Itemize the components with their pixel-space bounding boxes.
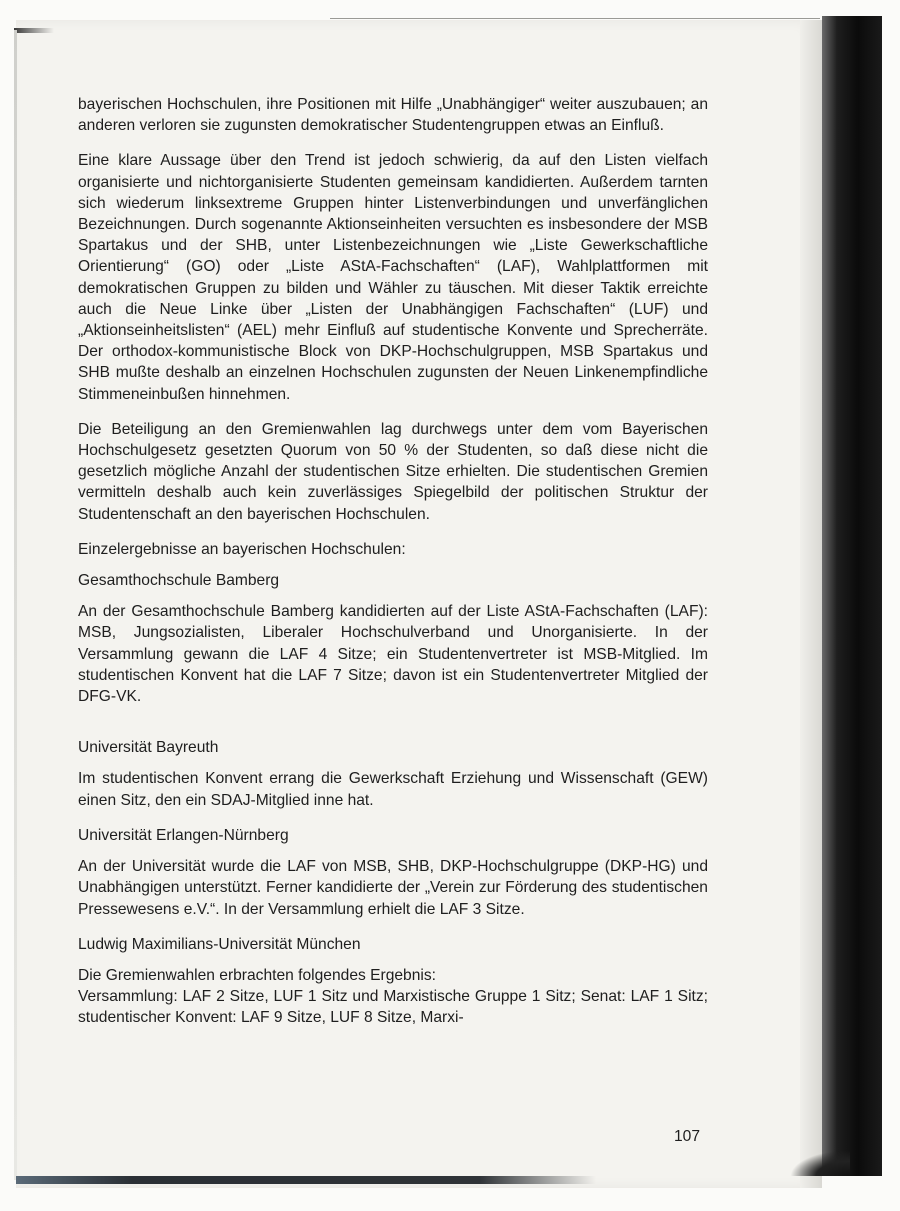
muenchen-heading: Ludwig Maximilians-Universität München xyxy=(78,935,361,953)
page-number: 107 xyxy=(674,1128,701,1145)
page-bottom-edge xyxy=(16,1176,596,1184)
spine-curl-shadow xyxy=(790,1150,850,1176)
muenchen-results: Versammlung: LAF 2 Sitze, LUF 1 Sitz und Marxistische Gruppe 1 Sitz; Senat: LAF 1 Sitz; studentischer Konvent: LAF 9 Sitze, LUF 8 Sitze, Marxi- xyxy=(78,988,708,1027)
paragraph-2: Eine klare Aussage über den Trend ist jedoch schwierig, da auf den Listen vielfach organisierte und nichtorganisierte Studenten gemeinsam kandidierten. Außerdem tarnten sich wiederum linksextreme Gruppen hinter Listenverbindungen und unverfänglichen Bezeichnungen. Durch sogenannte Aktionseinheiten versuchten es insbesondere der MSB Spartakus und der SHB, unter Listenbezeichnungen wie „Liste Gewerkschaftliche Orientierung“ (GO) oder „Liste AStA-Fachschaften“ (LAF), Wahlplattformen mit demokratischen Gruppen zu bilden und Wähler zu täuschen. Mit dieser Taktik erreichte auch die Neue Linke über „Listen der Unabhängigen Fachschaften“ (LUF) und „Aktionseinheitslisten“ (AEL) mehr Einfluß auf studentische Konvente und Sprecherräte. Der orthodox-kommunistische Block von DKP-Hochschulgruppen, MSB Spartakus und SHB mußte deshalb an einzelnen Hochschulen zugunsten der Neuen Linkenempfindliche Stimmeneinbußen hinnehmen. xyxy=(78,152,708,403)
muenchen-text: Die Gremienwahlen erbrachten folgendes Ergebnis: xyxy=(78,966,436,984)
bamberg-text: An der Gesamthochschule Bamberg kandidierten auf der Liste AStA-Fachschaften (LAF): MSB, Jungsozialisten, Liberaler Hochschulverband und Unorganisierte. In der Versammlung gewann die LAF 4 Sitze; ein Studentenvertreter ist MSB-Mitglied. Im studentischen Konvent hat die LAF 7 Sitze; davon ist ein Studentenvertreter Mitglied der DFG-VK. xyxy=(78,603,708,706)
book-spine-shadow xyxy=(822,16,882,1176)
bamberg-heading: Gesamthochschule Bamberg xyxy=(78,572,280,590)
bayreuth-heading: Universität Bayreuth xyxy=(78,739,219,757)
page-top-edge xyxy=(330,18,820,19)
paragraph-1: bayerischen Hochschulen, ihre Positionen mit Hilfe „Unabhängiger“ weiter auszubauen; an anderen verloren sie zugunsten demokratischer Studentengruppen etwas an Einfluß. xyxy=(78,96,708,135)
page-left-edge xyxy=(14,30,17,1180)
erlangen-heading: Universität Erlangen-Nürnberg xyxy=(78,826,289,844)
page-text xyxy=(78,94,708,1029)
section-intro: Einzelergebnisse an bayerischen Hochschulen: xyxy=(78,540,406,558)
erlangen-text: An der Universität wurde die LAF von MSB, SHB, DKP-Hochschulgruppe (DKP-HG) und Unabhängigen unterstützt. Ferner kandidierte der „Verein zur Förderung des studentischen Pressewesens e.V.“. In der Versammlung erhielt die LAF 3 Sitze. xyxy=(78,858,708,918)
bayreuth-text: Im studentischen Konvent errang die Gewerkschaft Erziehung und Wissenschaft (GEW) einen Sitz, den ein SDAJ-Mitglied inne hat. xyxy=(78,770,708,809)
paragraph-3: Die Beteiligung an den Gremienwahlen lag durchwegs unter dem vom Bayerischen Hochschulgesetz gesetzten Quorum von 50 % der Studenten, so daß diese nicht die gesetzlich mögliche Anzahl der studentischen Sitze erhielten. Die studentischen Gremien vermitteln deshalb auch kein zuverlässiges Spiegelbild der politischen Struktur der Studentenschaft an den bayerischen Hochschulen. xyxy=(78,420,708,523)
page-corner-shadow xyxy=(14,28,54,33)
page-gutter xyxy=(800,20,822,1188)
